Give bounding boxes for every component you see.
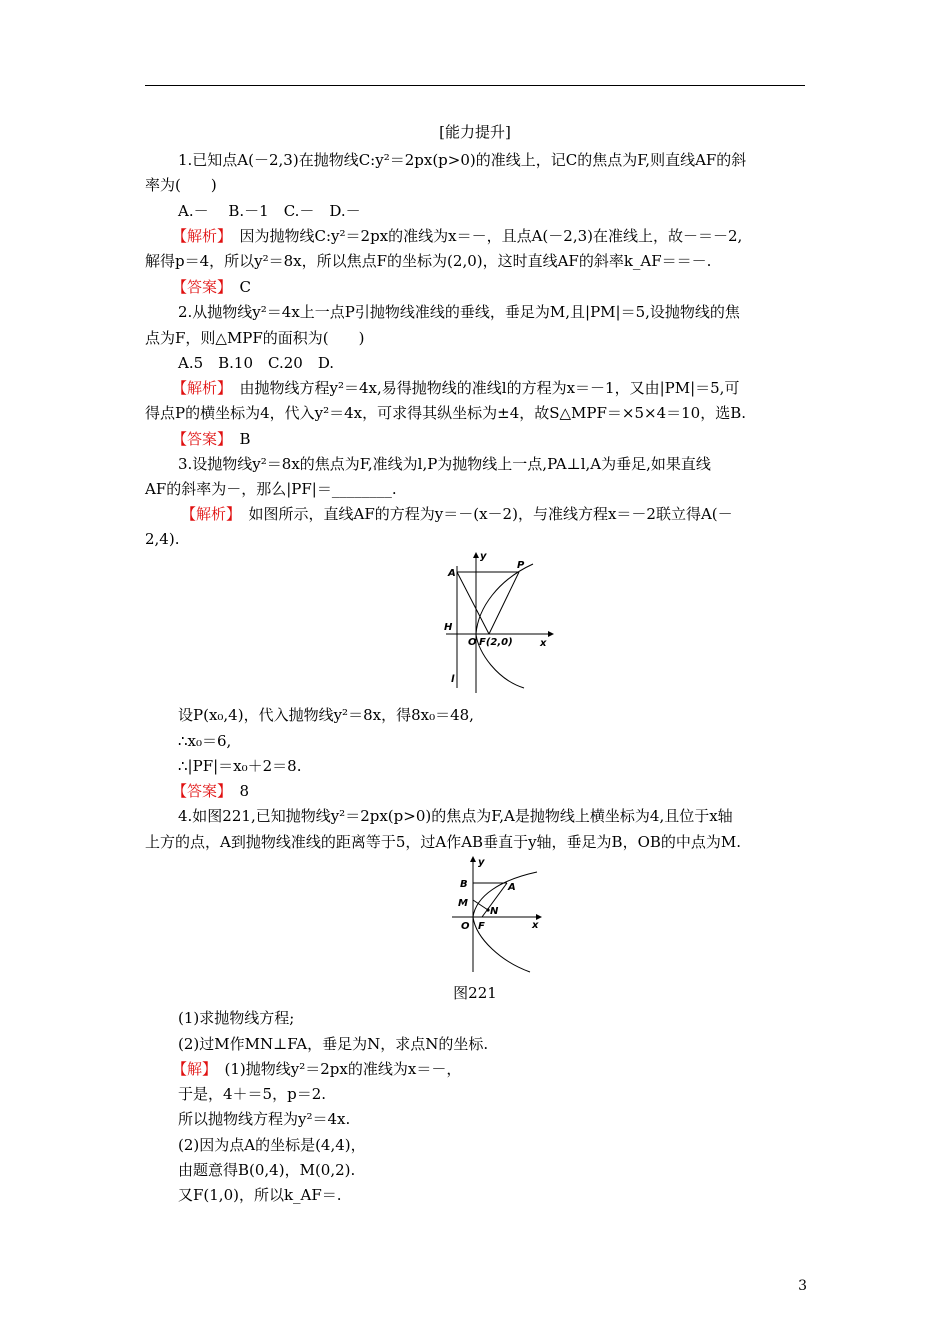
q3-step-2: ∴x₀＝6, [178,732,232,750]
q3-analysis-text: 如图所示，直线AF的方程为y＝－(x－2)，与准线方程x＝－2联立得A(－ [233,505,733,523]
fig2-label-x: x [532,920,539,931]
fig1-label-a: A [448,568,456,579]
solution-tag: 【解】 [172,1060,210,1078]
q3-analysis-2: 2,4). [145,530,180,548]
header-rule [145,85,805,86]
q4-solution-text: (1)抛物线y²＝2px的准线为x＝－， [209,1060,462,1078]
q4-line-1: 4.如图221,已知抛物线y²＝2px(p>0)的焦点为F,A是抛物线上横坐标为4,且位于x轴 [178,807,733,825]
analysis-tag: 【解析】 [172,379,225,397]
q2-answer-text: B [224,430,251,448]
q2-line-1: 2.从抛物线y²＝4x上一点P引抛物线准线的垂线，垂足为M,且|PM|＝5,设抛物线的焦 [178,303,740,321]
q4-part-2: (2)过M作MN⊥FA，垂足为N，求点N的坐标. [178,1035,489,1053]
fig2-label-b: B [460,879,468,890]
q2-options: A.5 B.10 C.20 D. [178,354,335,372]
q1-answer-text: C [224,278,251,296]
q1-line-1: 1.已知点A(－2,3)在抛物线C:y²＝2px(p>0)的准线上，记C的焦点为F,则直线AF的斜 [178,151,747,169]
q4-solution [172,1059,461,1079]
q2-answer [172,429,251,449]
fig2-label-o: O [461,921,470,932]
figure-caption: 图221 [453,984,497,1002]
q2-line-2: 点为F，则△MPF的面积为( ) [145,329,365,347]
page-number: 3 [798,1278,807,1294]
q3-line-1: 3.设抛物线y²＝8x的焦点为F,准线为l,P为抛物线上一点,PA⊥l,A为垂足,如果直线 [178,455,711,473]
fig2-label-y: y [478,857,485,868]
figure-parabola-2 [452,854,547,974]
fig1-label-y: y [480,551,487,562]
answer-tag: 【答案】 [172,278,225,296]
fig2-label-n: N [490,906,499,917]
fig1-label-x: x [540,638,547,649]
q3-step-1: 设P(x₀,4)，代入抛物线y²＝8x，得8x₀＝48, [178,706,474,724]
q1-line-2: 率为( ) [145,176,217,194]
q3-line-2: AF的斜率为－，那么|PF|＝________. [145,480,397,498]
q1-options: A.－ B.－1 C.－ D.－ [178,202,361,220]
analysis-tag: 【解析】 [172,227,225,245]
q4-step-4: 由题意得B(0,4)，M(0,2). [178,1161,356,1179]
q4-step-3: (2)因为点A的坐标是(4,4)， [178,1136,366,1154]
q2-analysis-text: 由抛物线方程y²＝4x,易得抛物线的准线l的方程为x＝－1，又由|PM|＝5,可 [224,379,740,397]
fig1-label-f: F(2,0) [479,637,513,648]
figure-parabola-1 [436,548,556,698]
q2-analysis [172,378,739,398]
q1-analysis [172,226,742,246]
q4-step-1: 于是，4＋＝5，p＝2. [178,1085,327,1103]
q3-step-3: ∴|PF|＝x₀＋2＝8. [178,757,302,775]
answer-tag: 【答案】 [172,782,225,800]
q1-analysis-text: 因为抛物线C:y²＝2px的准线为x＝－，且点A(－2,3)在准线上，故－＝－2, [224,227,743,245]
fig2-label-m: M [458,898,468,909]
q4-step-2: 所以抛物线方程为y²＝4x. [178,1110,351,1128]
fig1-label-h: H [444,622,453,633]
analysis-tag: 【解析】 [181,505,234,523]
q4-line-2: 上方的点，A到抛物线准线的距离等于5，过A作AB垂直于y轴，垂足为B，OB的中点为M. [145,833,742,851]
fig2-label-f: F [478,921,485,932]
q1-analysis-2: 解得p＝4，所以y²＝8x，所以焦点F的坐标为(2,0)，这时直线AF的斜率k_AF＝＝－. [145,252,712,270]
q4-step-5: 又F(1,0)，所以k_AF＝. [178,1186,342,1204]
q3-answer-text: 8 [224,782,250,800]
answer-tag: 【答案】 [172,430,225,448]
q4-part-1: (1)求抛物线方程; [178,1009,295,1027]
q3-analysis [181,504,733,524]
q2-analysis-2: 得点P的横坐标为4，代入y²＝4x，可求得其纵坐标为±4，故S△MPF＝×5×4＝10，选B. [145,404,747,422]
q1-answer [172,277,251,297]
fig1-label-p: P [517,560,525,571]
section-title: [能力提升] [439,123,511,141]
fig2-label-a: A [508,882,516,893]
fig1-label-l: l [451,674,455,685]
fig1-label-o: O [468,637,477,648]
q3-answer [172,781,249,801]
